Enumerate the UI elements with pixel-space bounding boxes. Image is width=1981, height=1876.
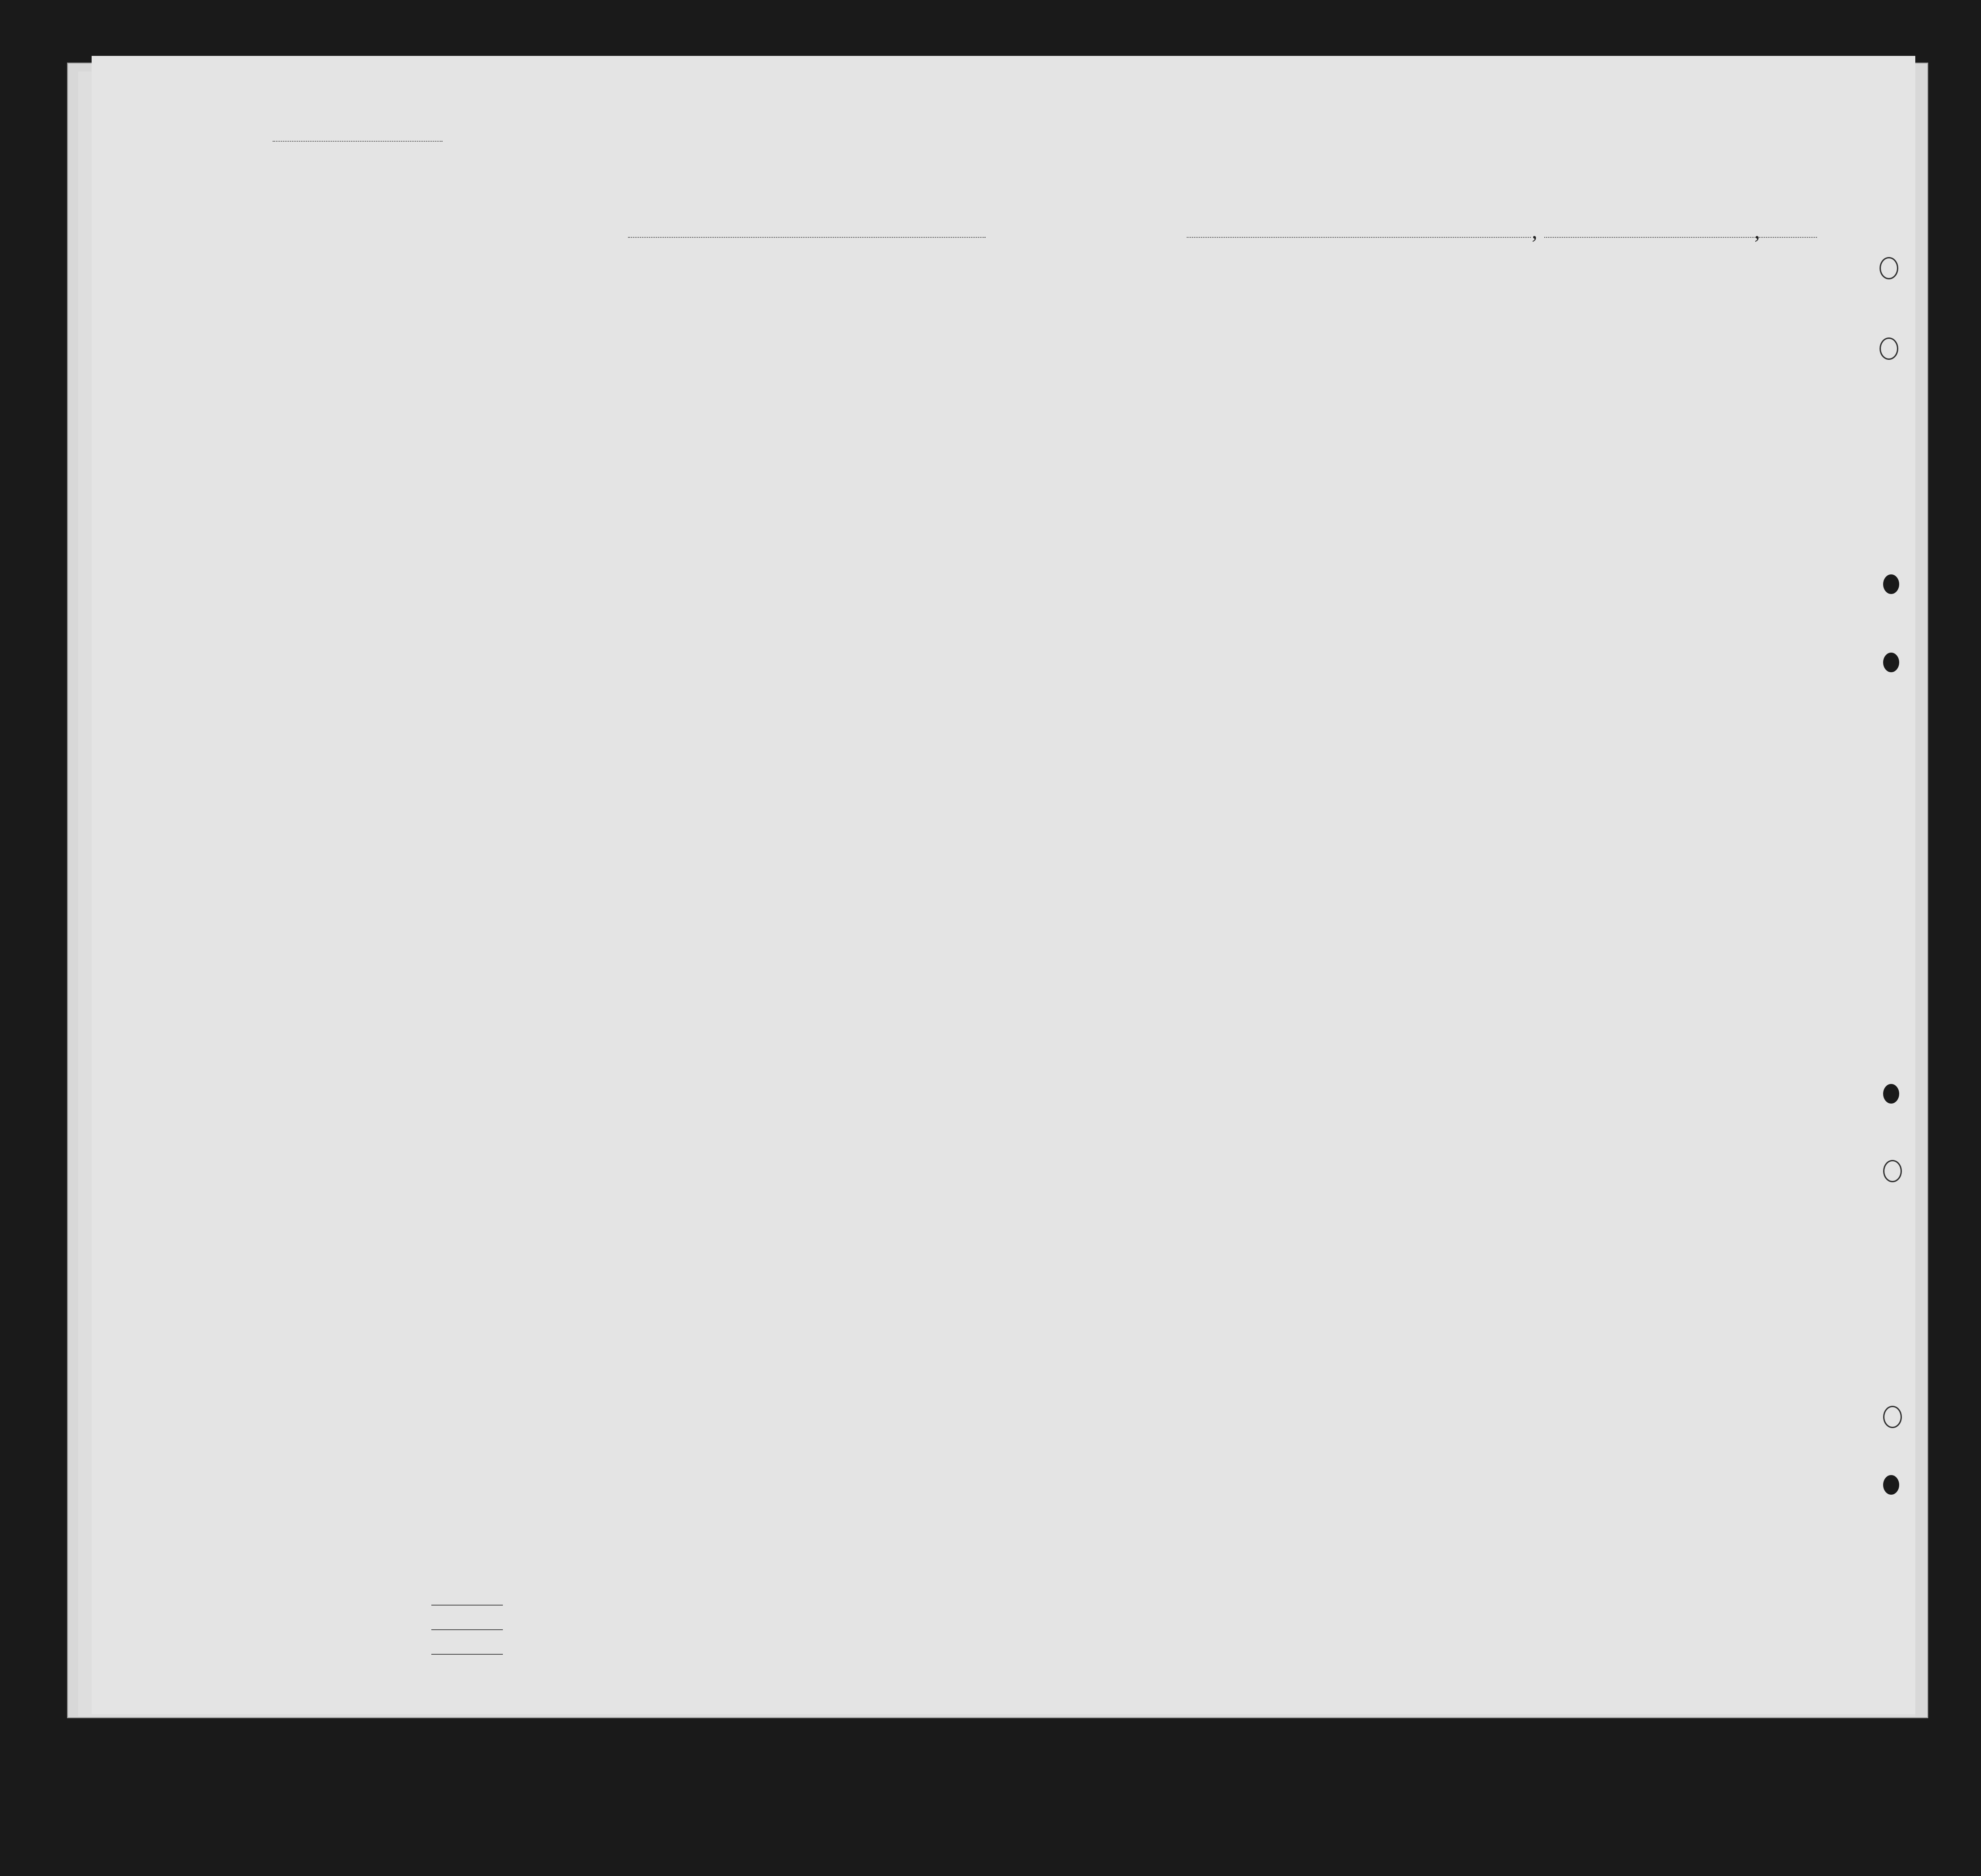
punch-hole [1883, 1475, 1899, 1495]
total-line [431, 1605, 503, 1606]
punch-hole [1883, 1160, 1902, 1182]
comma: , [1532, 218, 1538, 243]
punch-hole [1880, 337, 1898, 360]
punch-hole [1883, 653, 1899, 672]
aliens-line [431, 1654, 503, 1655]
punch-hole [1883, 574, 1899, 594]
manifest-sheet [92, 56, 1915, 1714]
manifest-grid [92, 56, 1915, 1714]
punch-hole [1883, 1084, 1899, 1104]
comma-2: , [1754, 218, 1760, 243]
punch-hole [1883, 1406, 1902, 1428]
citizens-line [431, 1629, 503, 1630]
punch-hole [1880, 257, 1898, 279]
